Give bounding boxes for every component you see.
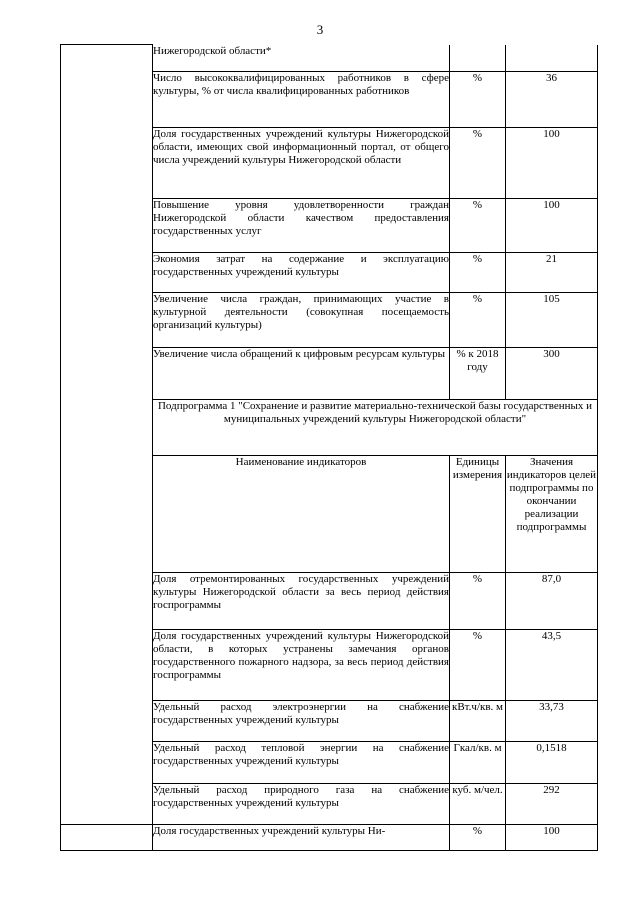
indicator-name: Удельный расход природного газа на снабжение государственных учреждений культуры (153, 784, 450, 825)
header-name: Наименование индикаторов (153, 456, 450, 573)
indicator-value: 100 (506, 128, 598, 199)
indicator-value: 33,73 (506, 701, 598, 742)
indicator-name: Повышение уровня удовлетворенности граждан Нижегородской области качеством предоставления государственных услуг (153, 199, 450, 253)
indicator-value: 105 (506, 293, 598, 348)
lead-column (61, 45, 153, 825)
indicator-name: Нижегородской области* (153, 45, 450, 72)
indicator-unit: % (450, 253, 506, 293)
indicator-unit (450, 45, 506, 72)
indicator-name: Увеличение числа обращений к цифровым ресурсам культуры (153, 348, 450, 400)
header-value: Значения индикаторов целей подпрограммы по окончании реализации подпрограммы (506, 456, 598, 573)
indicator-value: 87,0 (506, 573, 598, 630)
table-row (61, 825, 598, 851)
indicator-unit: Гкал/кв. м (450, 742, 506, 784)
indicator-value: 100 (506, 825, 598, 851)
header-unit: Единицы измерения (450, 456, 506, 573)
indicator-unit: куб. м/чел. (450, 784, 506, 825)
page-number: 3 (316, 22, 324, 37)
indicator-name: Удельный расход электроэнергии на снабжение государственных учреждений культуры (153, 701, 450, 742)
indicator-value: 43,5 (506, 630, 598, 701)
indicator-unit: % (450, 573, 506, 630)
indicator-value: 0,1518 (506, 742, 598, 784)
indicator-unit: % (450, 199, 506, 253)
indicator-value: 300 (506, 348, 598, 400)
subprogram-title: Подпрограмма 1 "Сохранение и развитие материально-технической базы государственных и муниципальных учреждений культуры Нижегородской области" (153, 400, 598, 456)
indicator-name: Доля отремонтированных государственных учреждений культуры Нижегородской области за весь период действия госпрограммы (153, 573, 450, 630)
indicator-name: Удельный расход тепловой энергии на снабжение государственных учреждений культуры (153, 742, 450, 784)
lead-column (61, 825, 153, 851)
indicator-name: Число высококвалифицированных работников в сфере культуры, % от числа квалифицированных работников (153, 72, 450, 128)
indicator-unit: % (450, 72, 506, 128)
indicator-value (506, 45, 598, 72)
indicator-unit: % (450, 825, 506, 851)
indicator-unit: кВт.ч/кв. м (450, 701, 506, 742)
indicator-unit: % к 2018 году (450, 348, 506, 400)
indicator-unit: % (450, 293, 506, 348)
indicator-name: Доля государственных учреждений культуры Ни- (153, 825, 450, 851)
indicators-table (60, 44, 598, 851)
indicator-unit: % (450, 128, 506, 199)
indicator-name: Экономия затрат на содержание и эксплуатацию государственных учреждений культуры (153, 253, 450, 293)
indicator-name: Увеличение числа граждан, принимающих участие в культурной деятельности (совокупная посещаемость организаций культуры) (153, 293, 450, 348)
indicator-name: Доля государственных учреждений культуры Нижегородской области, в которых устранены замечания органов государственного пожарного надзора, за весь период действия госпрограммы (153, 630, 450, 701)
indicator-value: 36 (506, 72, 598, 128)
indicator-name: Доля государственных учреждений культуры Нижегородской области, имеющих свой информационный портал, от общего числа учреждений культуры Нижегородской области (153, 128, 450, 199)
indicator-value: 292 (506, 784, 598, 825)
indicator-unit: % (450, 630, 506, 701)
indicator-value: 21 (506, 253, 598, 293)
indicator-value: 100 (506, 199, 598, 253)
table-row (61, 45, 598, 72)
